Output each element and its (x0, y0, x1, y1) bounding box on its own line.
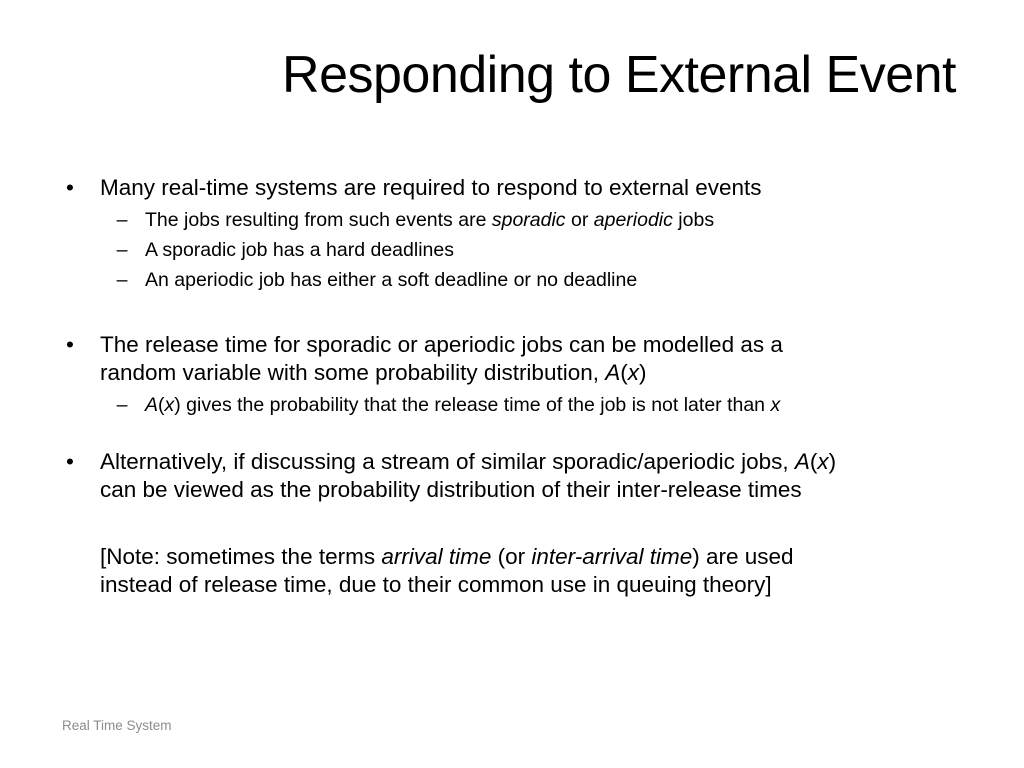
math-paren: ( (158, 394, 165, 416)
sub-bullet-item (116, 238, 985, 262)
sub-bullet-text: or (565, 209, 594, 231)
math-function-name: A (794, 449, 810, 474)
bullet-item (66, 331, 980, 387)
math-paren: ( (809, 449, 818, 474)
math-variable: x (770, 394, 781, 416)
emphasis-text: sporadic (491, 209, 566, 231)
math-paren: ) (639, 360, 647, 385)
sub-bullet-text: An aperiodic job has either a soft deadline or no deadline (145, 269, 638, 291)
bullet-text-line (100, 359, 980, 387)
bullet-marker: • (66, 449, 74, 474)
math-paren: ) (174, 394, 181, 416)
emphasis-text: arrival time (381, 544, 492, 569)
emphasis-text: inter-arrival time (531, 544, 693, 569)
math-variable: x (817, 449, 829, 474)
sub-bullet-marker: – (116, 209, 128, 231)
bullet-text-line: can be viewed as the probability distribution of their inter-release times (100, 477, 802, 502)
sub-bullet-text: A sporadic job has a hard deadlines (145, 239, 454, 261)
bullet-text: random variable with some probability distribution, (100, 360, 606, 385)
sub-bullet-text: gives the probability that the release time of the job is not later than (180, 394, 771, 416)
sub-bullet-item (116, 393, 985, 417)
math-function-name: A (145, 394, 159, 416)
math-variable: x (627, 360, 640, 385)
note-paragraph (100, 543, 980, 599)
math-paren: ) (828, 449, 837, 474)
sub-bullet-item (116, 208, 985, 232)
sub-bullet-marker: – (116, 239, 128, 261)
bullet-item (66, 174, 980, 202)
math-paren: ( (620, 360, 628, 385)
sub-bullet-marker: – (116, 269, 128, 291)
bullet-item (66, 448, 980, 504)
sub-bullet-text: jobs (672, 209, 715, 231)
bullet-text-line (100, 448, 980, 476)
sub-bullet-marker: – (116, 394, 128, 416)
sub-bullet-text: The jobs resulting from such events are (145, 209, 492, 231)
bullet-marker: • (66, 332, 74, 357)
sub-bullet-item (116, 268, 985, 292)
note-line (100, 543, 980, 571)
note-text: (or (491, 544, 532, 569)
bullet-text: Alternatively, if discussing a stream of similar sporadic/aperiodic jobs, (100, 449, 795, 474)
slide-title: Responding to External Event (282, 46, 956, 104)
bullet-text-line: The release time for sporadic or aperiodic jobs can be modelled as a (100, 332, 783, 357)
note-line: instead of release time, due to their common use in queuing theory] (100, 572, 772, 597)
bullet-marker: • (66, 175, 74, 200)
emphasis-text: aperiodic (593, 209, 673, 231)
math-variable: x (164, 394, 175, 416)
note-text: ) are used (692, 544, 794, 569)
note-text: [Note: sometimes the terms (100, 544, 382, 569)
bullet-text: Many real-time systems are required to respond to external events (100, 175, 762, 200)
math-function-name: A (605, 360, 621, 385)
footer-text: Real Time System (62, 718, 172, 733)
